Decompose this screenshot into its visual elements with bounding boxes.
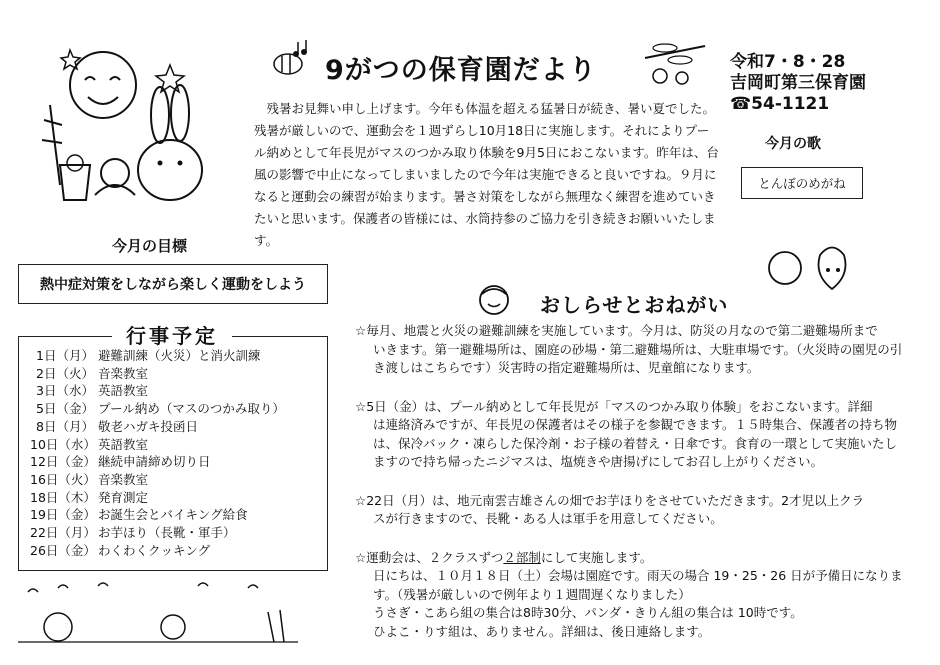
issue-date: 令和7・8・28	[730, 52, 846, 72]
events-title: 行事予定	[112, 320, 232, 349]
events-list	[30, 347, 285, 559]
event-name: 継続申請締め切り日	[98, 454, 211, 470]
notice-first-line	[355, 549, 903, 568]
event-date: 16日（火）	[30, 471, 96, 487]
event-date: 18日（木）	[30, 489, 96, 505]
organization-name: 吉岡町第三保育園	[730, 73, 866, 93]
event-item	[30, 524, 285, 542]
notice-sports-day	[355, 549, 903, 642]
event-item	[30, 542, 285, 560]
event-item	[30, 382, 285, 400]
event-item	[30, 365, 285, 383]
event-item	[30, 436, 285, 454]
notice-pool-closing	[355, 398, 903, 472]
notice-potato-digging	[355, 492, 903, 529]
event-name: 発育測定	[98, 489, 149, 505]
event-item	[30, 489, 285, 507]
notices-title: おしらせとおねがい	[540, 293, 729, 317]
child-face-icon	[474, 282, 514, 316]
notices-section	[355, 322, 903, 641]
event-date: 2日（火）	[36, 365, 94, 381]
event-date: 5日（金）	[36, 401, 94, 417]
event-date: 22日（月）	[30, 525, 96, 541]
goal-text: 熱中症対策をしながら楽しく運動をしよう	[40, 277, 306, 293]
event-name: 避難訓練（火災）と消火訓練	[98, 348, 261, 363]
notice-first-line: ☆毎月、地震と火災の避難訓練を実施しています。今月は、防災の月なので第二避難場所まで	[355, 323, 878, 338]
newsletter-title: 9がつの保育園だより	[325, 55, 597, 86]
event-name: プール納め（マスのつかみ取り）	[98, 401, 285, 417]
event-date: 8日（月）	[36, 418, 94, 434]
song-heading: 今月の歌	[765, 136, 821, 152]
notice-body: 日にちは、１０月１８日（土）会場は園庭です。雨天の場合 19・25・26 日が予備日になります。（残暑が厳しいので例年より１週間遅くなりました）	[373, 568, 903, 602]
event-name: お誕生会とバイキング給食	[98, 507, 248, 523]
bee-icon	[258, 38, 318, 78]
event-item	[30, 400, 285, 418]
event-item	[30, 453, 285, 471]
song-title: とんぼのめがね	[758, 176, 846, 191]
phone-number: ☎54-1121	[730, 94, 830, 114]
moon-viewing-footer-illustration	[18, 572, 308, 657]
header-info	[730, 52, 866, 115]
notice-first-line: ☆5日（金）は、プール納めとして年長児が「マスのつかみ取り体験」をおこないます。詳細	[355, 398, 873, 414]
event-name: わくわくクッキング	[98, 542, 211, 558]
notice-first-line: ☆22日（月）は、地元南雲吉雄さんの畑でお芋ほりをさせていただきます。2才児以上クラ	[355, 492, 865, 508]
event-date: 26日（金）	[30, 542, 96, 558]
notice-evacuation-drill	[355, 322, 903, 378]
event-name: 音楽教室	[98, 471, 149, 487]
notice-body: いきます。第一避難場所は、園庭の砂場・第二避難場所は、大駐車場です。（火災時の園児の引き渡しはこちらです）災害時の指定避難場所は、児童館になります。	[373, 341, 903, 375]
event-name: 英語教室	[98, 383, 149, 399]
event-date: 3日（水）	[36, 383, 94, 399]
moon-rabbit-illustration	[30, 45, 220, 215]
song-box	[741, 167, 863, 199]
event-item	[30, 471, 285, 489]
intro-paragraph: 残暑お見舞い申し上げます。今年も体温を超える猛暑日が続き、暑い夏でした。残暑が厳しいので、運動会を１週ずらし10月18日に実施します。それによりプール納めとして年長児がマスのつかみ取り体験を9月5日におこないます。昨年は、台風の影響で中止になってしまいましたので今年は実施できると良いですね。９月になると運動会の練習が始まります。暑さ対策をしながら無理なく練習を進めていきたいと思います。保護者の皆様には、水筒持参のご協力を引き続きお願いいたします。	[254, 101, 719, 248]
dragonfly-flowers-icon	[640, 38, 710, 88]
chestnut-icon	[760, 240, 850, 300]
event-date: 10日（水）	[30, 436, 96, 452]
goal-heading: 今月の目標	[112, 237, 188, 255]
notice-body: は連絡済みですが、年長児の保護者はその様子を参観できます。１５時集合、保護者の持ち物は、保冷バック・凍らした保冷剤・お子様の着替え・日傘です。食育の一環として実施いたしますので持ち帰ったニジマスは、塩焼きや唐揚げにしてお召し上がりください。	[373, 417, 898, 469]
event-date: 12日（金）	[30, 454, 96, 470]
notice-body: ひよこ・りす組は、ありません。詳細は、後日連絡します。	[373, 623, 711, 639]
notice-body: スが行きますので、長靴・ある人は軍手を用意してください。	[373, 511, 723, 526]
event-date: 1日（月）	[36, 348, 94, 363]
underlined-text: ２部制	[503, 549, 541, 565]
event-name: 敬老ハガキ投函日	[98, 418, 199, 434]
event-name: 英語教室	[98, 436, 149, 452]
notice-text: にして実施します。	[540, 549, 653, 565]
goal-box	[18, 264, 328, 304]
notice-body: うさぎ・こあら組の集合は8時30分、パンダ・きりん組の集合は 10時です。	[373, 605, 803, 620]
event-name: 音楽教室	[98, 365, 149, 381]
event-item	[30, 347, 285, 365]
notice-text: ☆運動会は、２クラスずつ	[355, 549, 504, 565]
event-item	[30, 506, 285, 524]
event-name: お芋ほり（長靴・軍手）	[98, 525, 236, 541]
event-date: 19日（金）	[30, 507, 96, 523]
event-item	[30, 418, 285, 436]
